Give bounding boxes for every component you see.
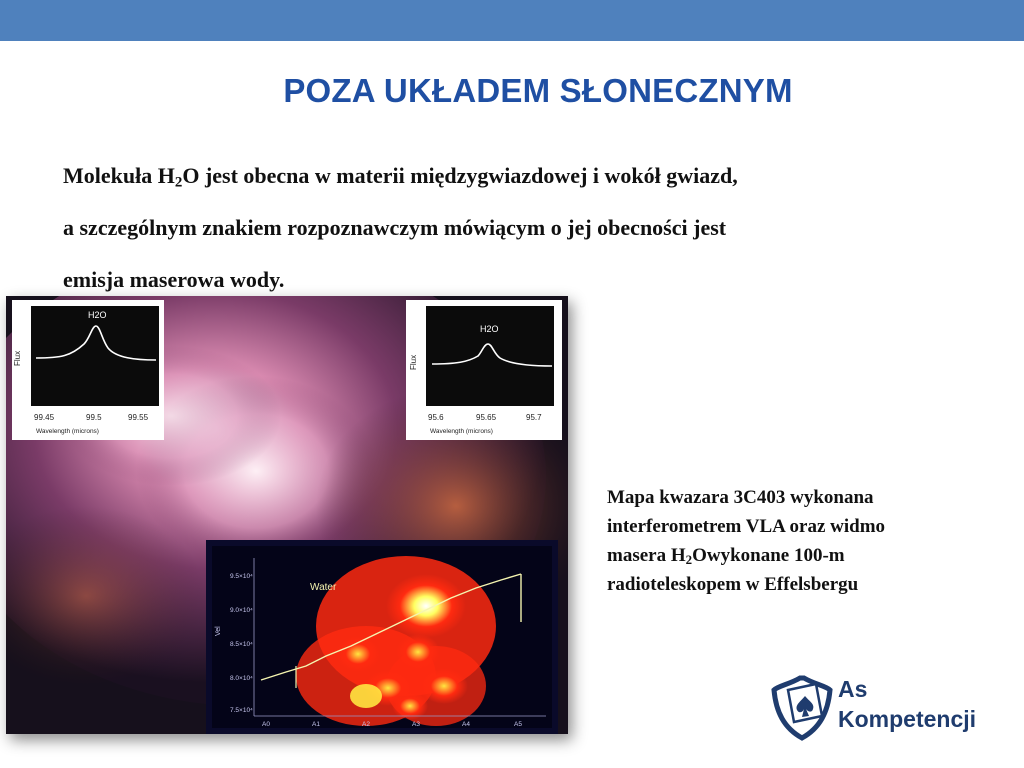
inset-right-title: H2O (480, 324, 499, 334)
inset-right-xtick-1: 95.6 (428, 413, 444, 422)
inset-left-xtick-2: 99.5 (86, 413, 102, 422)
map-ylabel: Vel (215, 626, 222, 636)
spectrum-inset-right (406, 300, 562, 440)
caption-line-3-end: Owykonane 100-m (692, 545, 845, 566)
map-xtick-5: A4 (462, 721, 470, 728)
map-xtick-3: A2 (362, 721, 370, 728)
paragraph-line-3: emisja maserowa wody. (63, 267, 285, 292)
slide-title: POZA UKŁADEM SŁONECZNYM (283, 72, 793, 109)
inset-left-xtick-3: 99.55 (128, 413, 149, 422)
figure-caption (607, 483, 1007, 599)
map-ytick-2: 9.0×10⁴ (230, 607, 253, 614)
inset-left-ylabel: Flux (13, 350, 22, 366)
body-paragraph (63, 150, 963, 306)
caption-line-2: interferometrem VLA oraz widmo (607, 516, 886, 537)
map-xtick-4: A3 (412, 721, 420, 728)
nebula-maser-figure (6, 296, 568, 734)
caption-line-1: Mapa kwazara 3C403 wykonana (607, 487, 874, 508)
map-ytick-3: 8.5×10⁴ (230, 641, 253, 648)
logo-text-line-2: Kompetencji (838, 706, 977, 732)
quasar-map-inset (206, 540, 558, 734)
paragraph-line-1-end: O jest obecna w materii międzygwiazdowej i wokół gwiazd, (182, 163, 738, 188)
caption-line-4: radioteleskopem w Effelsbergu (607, 574, 859, 595)
map-xtick-1: A0 (262, 721, 270, 728)
logo-text (838, 674, 976, 734)
map-water-label: Water (310, 582, 337, 593)
inset-left-xlabel: Wavelength (microns) (36, 428, 99, 435)
map-ytick-5: 7.5×10⁴ (230, 707, 253, 714)
as-kompetencji-logo (770, 672, 1010, 742)
paragraph-line-2: a szczególnym znakiem rozpoznawczym mówiącym o jej obecności jest (63, 215, 727, 240)
inset-left-xtick-1: 99.45 (34, 413, 55, 422)
spectrum-inset-left (12, 300, 164, 440)
inset-right-xtick-3: 95.7 (526, 413, 542, 422)
subscript-2: 2 (174, 174, 183, 191)
inset-right-xlabel: Wavelength (microns) (430, 428, 493, 435)
logo-emblem-icon (770, 672, 834, 742)
inset-right-ylabel: Flux (409, 354, 418, 370)
inset-left-title: H2O (88, 310, 107, 320)
map-ytick-4: 8.0×10⁴ (230, 675, 253, 682)
top-accent-bar (0, 0, 1024, 41)
map-xtick-2: A1 (312, 721, 320, 728)
paragraph-line-1-start: Molekuła H (63, 163, 175, 188)
map-xtick-6: A5 (514, 721, 522, 728)
inset-right-xtick-2: 95.65 (476, 413, 497, 422)
map-ytick-1: 9.5×10⁴ (230, 573, 253, 580)
logo-text-line-1: As (838, 676, 868, 702)
paragraph-line-1 (63, 150, 963, 202)
caption-line-3 (607, 541, 1007, 570)
caption-line-3-start: masera H (607, 545, 686, 566)
caption-subscript-2: 2 (685, 552, 693, 568)
